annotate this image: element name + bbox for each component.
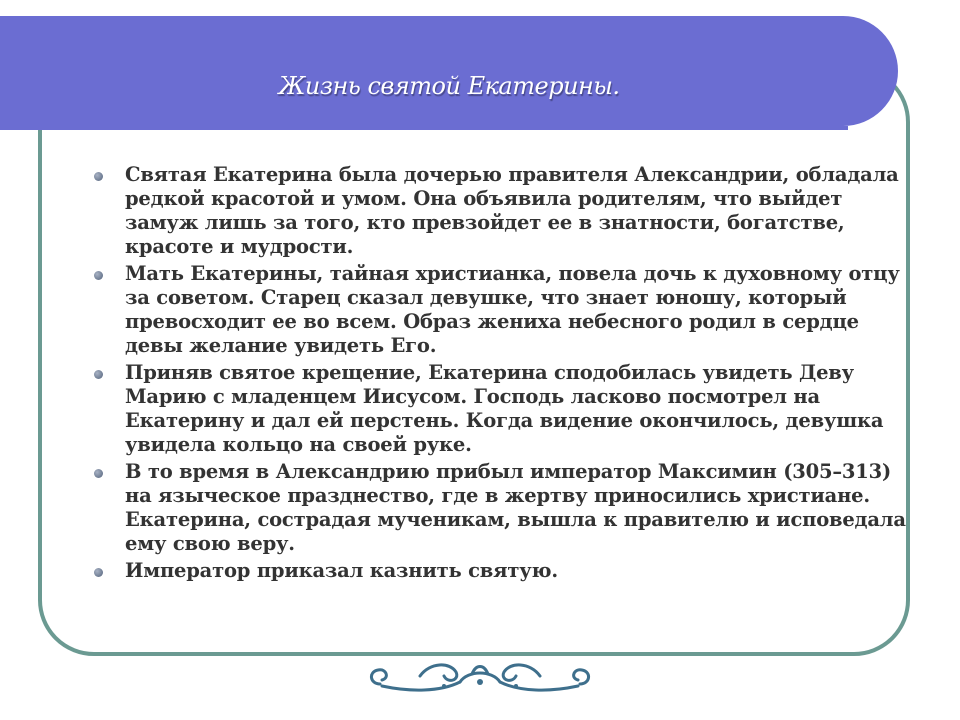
- bullet-list: [92, 163, 910, 586]
- bullet-dot-icon: [94, 271, 103, 280]
- bullet-dot-icon: [94, 370, 103, 379]
- title-underline: [0, 126, 848, 130]
- bullet-item: [92, 460, 910, 556]
- bullet-text: Император приказал казнить святую.: [125, 559, 558, 582]
- bullet-text: Мать Екатерины, тайная христианка, повела дочь к духовному отцу за советом. Старец сказал девушке, что знает юношу, который превосходит ее во всем. Образ жениха небесного родил в сердце девы желание увидеть Его.: [125, 262, 900, 357]
- bullet-item: [92, 163, 910, 259]
- bullet-dot-icon: [94, 469, 103, 478]
- bullet-text: Святая Екатерина была дочерью правителя Александрии, обладала редкой красотой и умом. Она объявила родителям, что выйдет замуж лишь за того, кто превзойдет ее в знатности, богатстве, красоте и мудрости.: [125, 163, 899, 258]
- scroll-ornament-icon: [360, 652, 600, 702]
- bullet-item: [92, 361, 910, 457]
- bullet-item: [92, 559, 910, 583]
- bullet-item: [92, 262, 910, 358]
- bullet-text: Приняв святое крещение, Екатерина сподобилась увидеть Деву Марию с младенцем Иисусом. Господь ласково посмотрел на Екатерину и дал ей перстень. Когда видение окончилось, девушка увидела кольцо на своей руке.: [125, 361, 884, 456]
- bullet-text: В то время в Александрию прибыл император Максимин (305–313) на языческое празднество, где в жертву приносились христиане. Екатерина, сострадая мученикам, вышла к правителю и исповедала ему свою веру.: [125, 460, 906, 555]
- title-bar: [0, 16, 898, 126]
- slide-title: Жизнь святой Екатерины.: [278, 72, 620, 100]
- bullet-dot-icon: [94, 568, 103, 577]
- bullet-dot-icon: [94, 172, 103, 181]
